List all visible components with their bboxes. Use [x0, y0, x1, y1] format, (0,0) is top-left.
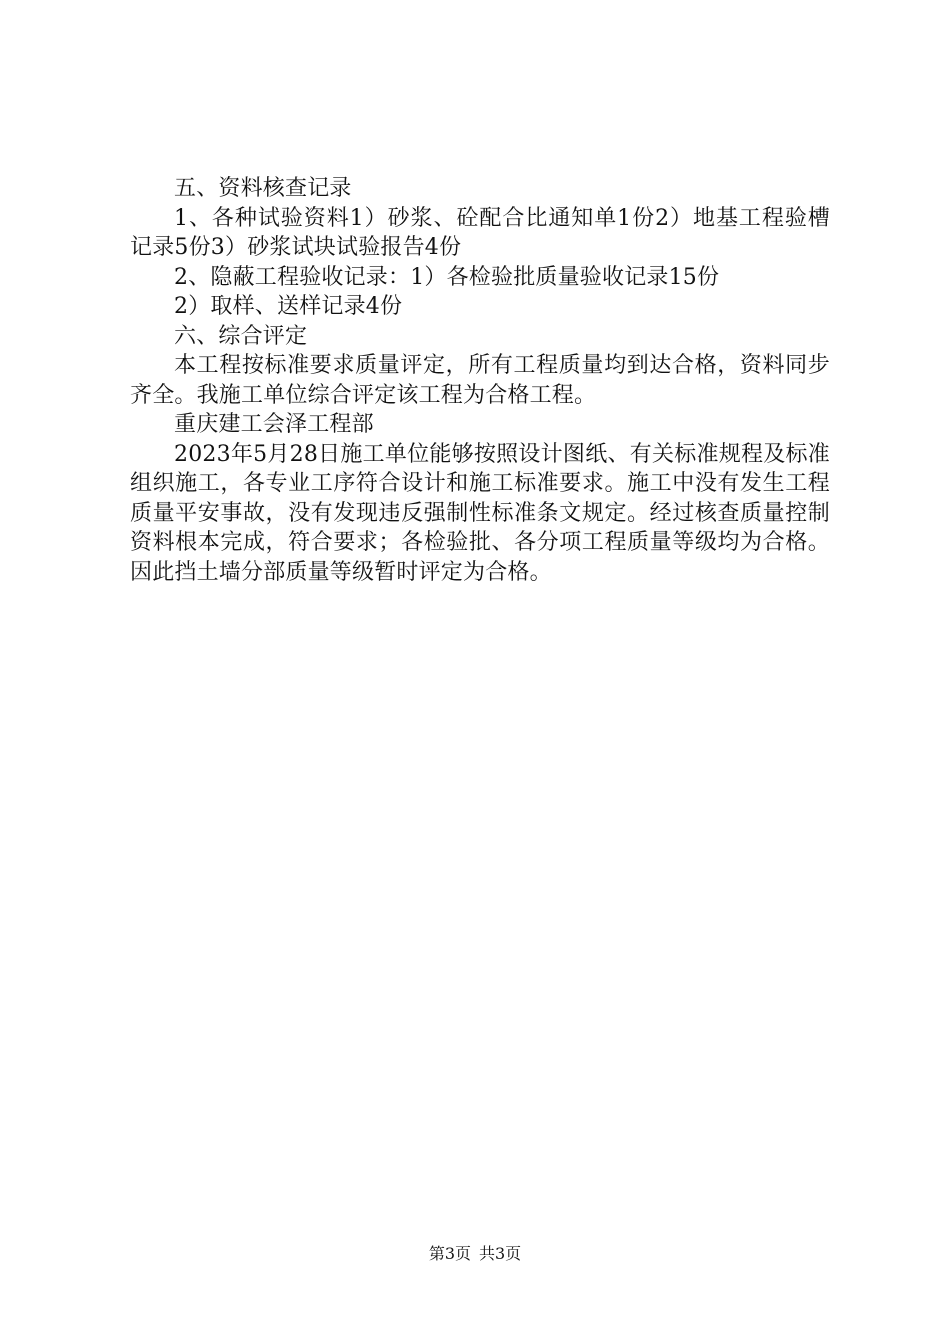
page-number: 第3页: [428, 1244, 471, 1263]
document-body: [130, 174, 830, 587]
conclusion-paragraph: 2023年5月28日施工单位能够按照设计图纸、有关标准规程及标准组织施工，各专业工序符合设计和施工标准要求。施工中没有发生工程质量平安事故，没有发现违反强制性标准条文规定。经过核查质量控制资料根本完成，符合要求；各检验批、各分项工程质量等级均为合格。因此挡土墙分部质量等级暂时评定为合格。: [130, 441, 830, 585]
evaluation-paragraph: 本工程按标准要求质量评定，所有工程质量均到达合格，资料同步齐全。我施工单位综合评定该工程为合格工程。: [130, 353, 830, 408]
sampling-record-item: 2）取样、送样记录4份: [174, 294, 403, 319]
section-heading-evaluation: 六、综合评定: [174, 323, 308, 349]
section-heading-data-check: 五、资料核查记录: [174, 176, 352, 201]
organization-name: 重庆建工会泽工程部: [174, 412, 374, 437]
page-total: 共3页: [479, 1244, 522, 1263]
concealed-works-item: 2、隐蔽工程验收记录：1）各检验批质量验收记录15份: [174, 264, 720, 290]
test-data-item: 1、各种试验资料1）砂浆、砼配合比通知单1份2）地基工程验槽记录5份3）砂浆试块试验报告4份: [130, 205, 830, 260]
page-footer: [0, 1243, 950, 1265]
